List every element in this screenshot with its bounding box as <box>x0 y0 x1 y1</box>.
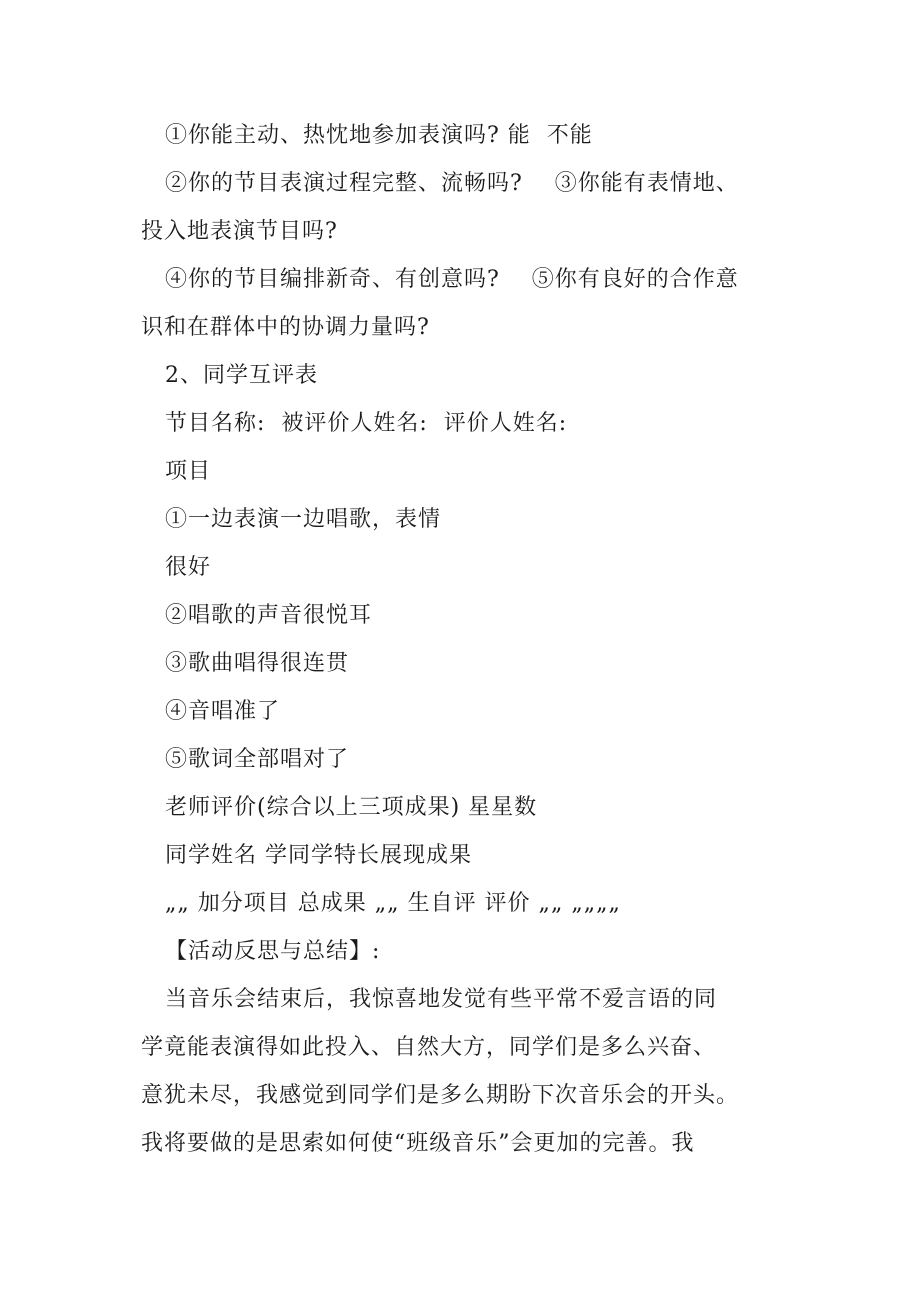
text-line: 项目 <box>165 459 212 484</box>
section-heading: 【活动反思与总结】: <box>165 939 381 964</box>
text-line: 我将要做的是思索如何使“班级音乐”会更加的完善。我 <box>141 1131 695 1156</box>
text-line: ①你能主动、热忱地参加表演吗? 能 不能 <box>165 123 593 148</box>
text-line: 投入地表演节目吗? <box>141 219 338 244</box>
text-line: ②唱歌的声音很悦耳 <box>165 603 373 628</box>
text-line: ①一边表演一边唱歌，表情 <box>165 507 442 532</box>
text-line: 很好 <box>165 555 212 580</box>
text-line: ③歌曲唱得很连贯 <box>165 651 350 676</box>
text-line: ④你的节目编排新奇、有创意吗? ⑤你有良好的合作意 <box>165 267 739 292</box>
text-line: 节目名称: 被评价人姓名: 评价人姓名: <box>165 411 568 436</box>
text-line: 当音乐会结束后，我惊喜地发觉有些平常不爱言语的同 <box>165 987 718 1012</box>
text-line: 同学姓名 学同学特长展现成果 <box>165 843 472 868</box>
text-line: ②你的节目表演过程完整、流畅吗? ③你能有表情地、 <box>165 171 739 196</box>
section-heading: 2、同学互评表 <box>165 363 318 388</box>
text-line: „„ 加分项目 总成果 „„ 生自评 评价 „„ „„„„ <box>165 891 621 916</box>
text-line: 学竟能表演得如此投入、自然大方，同学们是多么兴奋、 <box>141 1035 717 1060</box>
text-line: 识和在群体中的协调力量吗? <box>141 315 430 340</box>
text-line: ⑤歌词全部唱对了 <box>165 747 350 772</box>
text-line: 意犹未尽，我感觉到同学们是多么期盼下次音乐会的开头。 <box>141 1083 740 1108</box>
text-line: ④音唱准了 <box>165 699 281 724</box>
text-line: 老师评价(综合以上三项成果) 星星数 <box>165 795 538 820</box>
